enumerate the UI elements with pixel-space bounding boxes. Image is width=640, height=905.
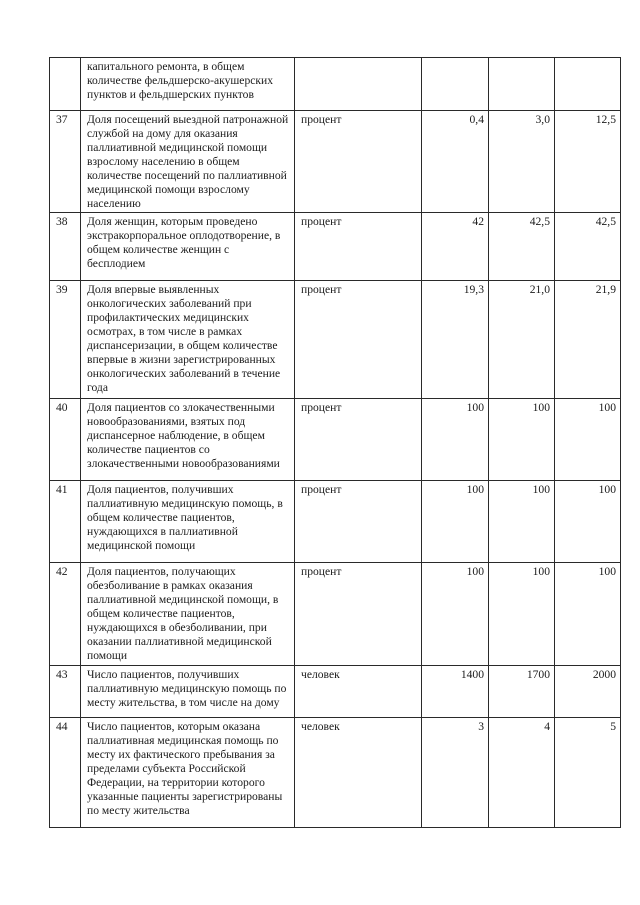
row-number xyxy=(50,58,81,111)
value-cell-2: 1700 xyxy=(489,666,555,718)
value-cell-3: 21,9 xyxy=(555,281,621,399)
value-cell-1: 3 xyxy=(422,718,489,828)
indicators-table xyxy=(49,57,621,828)
indicator-description: Доля пациентов, получающих обезболивание в рамках оказания паллиативной медицинской помощи, в общем количестве пациентов, нуждающихся в обезболивании, при оказании паллиативной медицинской помощи xyxy=(81,563,295,666)
value-cell-3: 12,5 xyxy=(555,111,621,213)
value-cell-2: 21,0 xyxy=(489,281,555,399)
unit-cell: процент xyxy=(295,399,422,481)
table-row xyxy=(50,481,621,563)
indicator-description: Доля пациентов со злокачественными новообразованиями, взятых под диспансерное наблюдение, в общем количестве пациентов со злокачественными новообразованиями xyxy=(81,399,295,481)
value-cell-1: 100 xyxy=(422,481,489,563)
value-cell-3: 100 xyxy=(555,399,621,481)
indicator-description: капитального ремонта, в общем количестве фельдшерско-акушерских пунктов и фельдшерских пунктов xyxy=(81,58,295,111)
table-row xyxy=(50,563,621,666)
unit-cell: процент xyxy=(295,481,422,563)
row-number: 39 xyxy=(50,281,81,399)
table-row xyxy=(50,399,621,481)
table-row xyxy=(50,111,621,213)
value-cell-3: 100 xyxy=(555,563,621,666)
value-cell-1: 1400 xyxy=(422,666,489,718)
indicator-description: Доля пациентов, получивших паллиативную медицинскую помощь, в общем количестве пациентов, нуждающихся в паллиативной медицинской помощи xyxy=(81,481,295,563)
value-cell-3 xyxy=(555,58,621,111)
value-cell-3: 2000 xyxy=(555,666,621,718)
value-cell-2: 100 xyxy=(489,399,555,481)
row-number: 43 xyxy=(50,666,81,718)
indicator-description: Число пациентов, которым оказана паллиативная медицинская помощь по месту их фактического пребывания за пределами субъекта Российской Федерации, на территории которого указанные пациенты зарегистрированы по месту жительства xyxy=(81,718,295,828)
indicator-description: Число пациентов, получивших паллиативную медицинскую помощь по месту жительства, в том числе на дому xyxy=(81,666,295,718)
value-cell-2: 3,0 xyxy=(489,111,555,213)
table-row xyxy=(50,281,621,399)
value-cell-2: 100 xyxy=(489,563,555,666)
indicator-description: Доля женщин, которым проведено экстракорпоральное оплодотворение, в общем количестве женщин с бесплодием xyxy=(81,213,295,281)
unit-cell: человек xyxy=(295,718,422,828)
value-cell-2: 4 xyxy=(489,718,555,828)
unit-cell: процент xyxy=(295,111,422,213)
row-number: 37 xyxy=(50,111,81,213)
table-row xyxy=(50,666,621,718)
value-cell-1: 42 xyxy=(422,213,489,281)
value-cell-1: 0,4 xyxy=(422,111,489,213)
indicator-description: Доля впервые выявленных онкологических заболеваний при профилактических медицинских осмотрах, в том числе в рамках диспансеризации, в общем количестве впервые в жизни зарегистрированных онкологических заболеваний в течение года xyxy=(81,281,295,399)
row-number: 41 xyxy=(50,481,81,563)
value-cell-2 xyxy=(489,58,555,111)
row-number: 40 xyxy=(50,399,81,481)
unit-cell: человек xyxy=(295,666,422,718)
row-number: 38 xyxy=(50,213,81,281)
unit-cell: процент xyxy=(295,281,422,399)
row-number: 44 xyxy=(50,718,81,828)
table-row xyxy=(50,58,621,111)
value-cell-3: 5 xyxy=(555,718,621,828)
value-cell-3: 42,5 xyxy=(555,213,621,281)
value-cell-1: 100 xyxy=(422,563,489,666)
value-cell-1 xyxy=(422,58,489,111)
table-row xyxy=(50,213,621,281)
value-cell-3: 100 xyxy=(555,481,621,563)
unit-cell: процент xyxy=(295,213,422,281)
value-cell-1: 100 xyxy=(422,399,489,481)
row-number: 42 xyxy=(50,563,81,666)
value-cell-1: 19,3 xyxy=(422,281,489,399)
unit-cell xyxy=(295,58,422,111)
table-row xyxy=(50,718,621,828)
indicator-description: Доля посещений выездной патронажной службой на дому для оказания паллиативной медицинской помощи взрослому населению в общем количестве посещений по паллиативной медицинской помощи взрослому населению xyxy=(81,111,295,213)
value-cell-2: 100 xyxy=(489,481,555,563)
value-cell-2: 42,5 xyxy=(489,213,555,281)
unit-cell: процент xyxy=(295,563,422,666)
